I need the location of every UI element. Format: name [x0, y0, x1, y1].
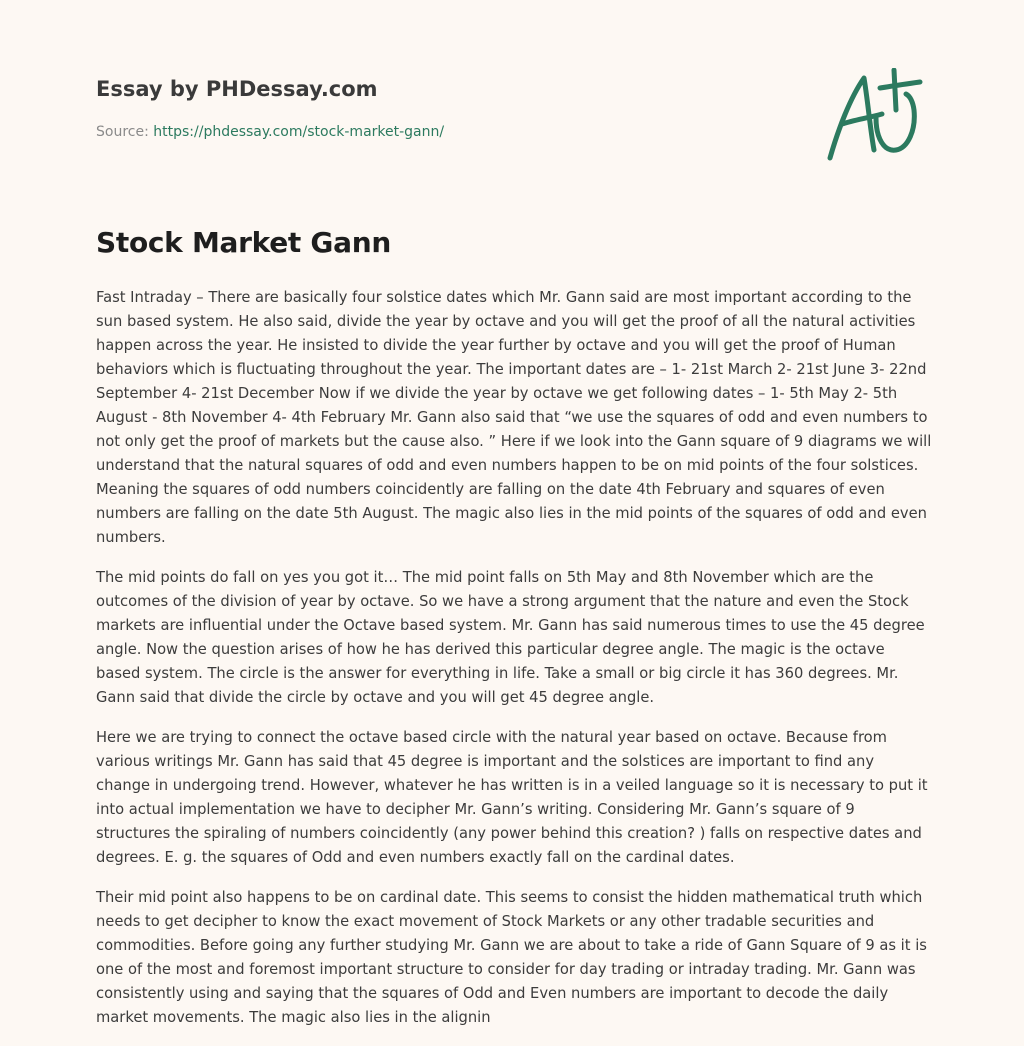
source-label: Source: — [96, 124, 154, 140]
essay-body — [96, 286, 932, 1046]
brand-title: Essay by PHDessay.com — [96, 77, 378, 101]
source-link[interactable]: https://phdessay.com/stock-market-gann/ — [153, 124, 445, 140]
essay-paragraph: Fast Intraday – There are basically four solstice dates which Mr. Gann said are most important according to the sun based system. He also said, divide the year by octave and you will get the proof of all the natural activities happen across the year. He insisted to divide the year further by octave and you will get the proof of Human behaviors which is fluctuating throughout the year. The important dates are – 1- 21st March 2- 21st June 3- 22nd September 4- 21st December Now if we divide the year by octave we get following dates – 1- 5th May 2- 5th August - 8th November 4- 4th February Mr. Gann also said that “we use the squares of odd and even numbers to not only get the proof of markets but the cause also. ” Here if we look into the Gann square of 9 diagrams we will understand that the natural squares of odd and even numbers happen to be on mid points of the four solstices. Meaning the squares of odd numbers coincidently are falling on the date 4th February and squares of even numbers are falling on the date 5th August. The magic also lies in the mid points of the squares of odd and even numbers. — [96, 289, 932, 546]
essay-paragraph: The mid points do fall on yes you got it… The mid point falls on 5th May and 8th November which are the outcomes of the division of year by octave. So we have a strong argument that the nature and even the Stock markets are influential under the Octave based system. Mr. Gann has said numerous times to use the 45 degree angle. Now the question arises of how he has derived this particular degree angle. The magic is the octave based system. The circle is the answer for everything in life. Take a small or big circle it has 360 degrees. Mr. Gann said that divide the circle by octave and you will get 45 degree angle. — [96, 569, 925, 706]
essay-paragraph: Here we are trying to connect the octave based circle with the natural year based on octave. Because from various writings Mr. Gann has said that 45 degree is important and the solstices are important to find any change in undergoing trend. However, whatever he has written is in a veiled language so it is necessary to put it into actual implementation we have to decipher Mr. Gann’s writing. Considering Mr. Gann’s square of 9 structures the spiraling of numbers coincidently (any power behind this creation? ) falls on respective dates and degrees. E. g. the squares of Odd and even numbers exactly fall on the cardinal dates. — [96, 729, 928, 866]
essay-paragraph: Their mid point also happens to be on cardinal date. This seems to consist the hidden mathematical truth which needs to get decipher to know the exact movement of Stock Markets or any other tradable securities and commodities. Before going any further studying Mr. Gann we are about to take a ride of Gann Square of 9 as it is one of the most and foremost important structure to consider for day trading or intraday trading. Mr. Gann was consistently using and saying that the squares of Odd and Even numbers are important to decode the daily market movements. The magic also lies in the alignin — [96, 889, 927, 1026]
source-line — [96, 124, 444, 140]
essay-title: Stock Market Gann — [96, 226, 391, 259]
a-plus-logo-icon — [824, 68, 928, 164]
